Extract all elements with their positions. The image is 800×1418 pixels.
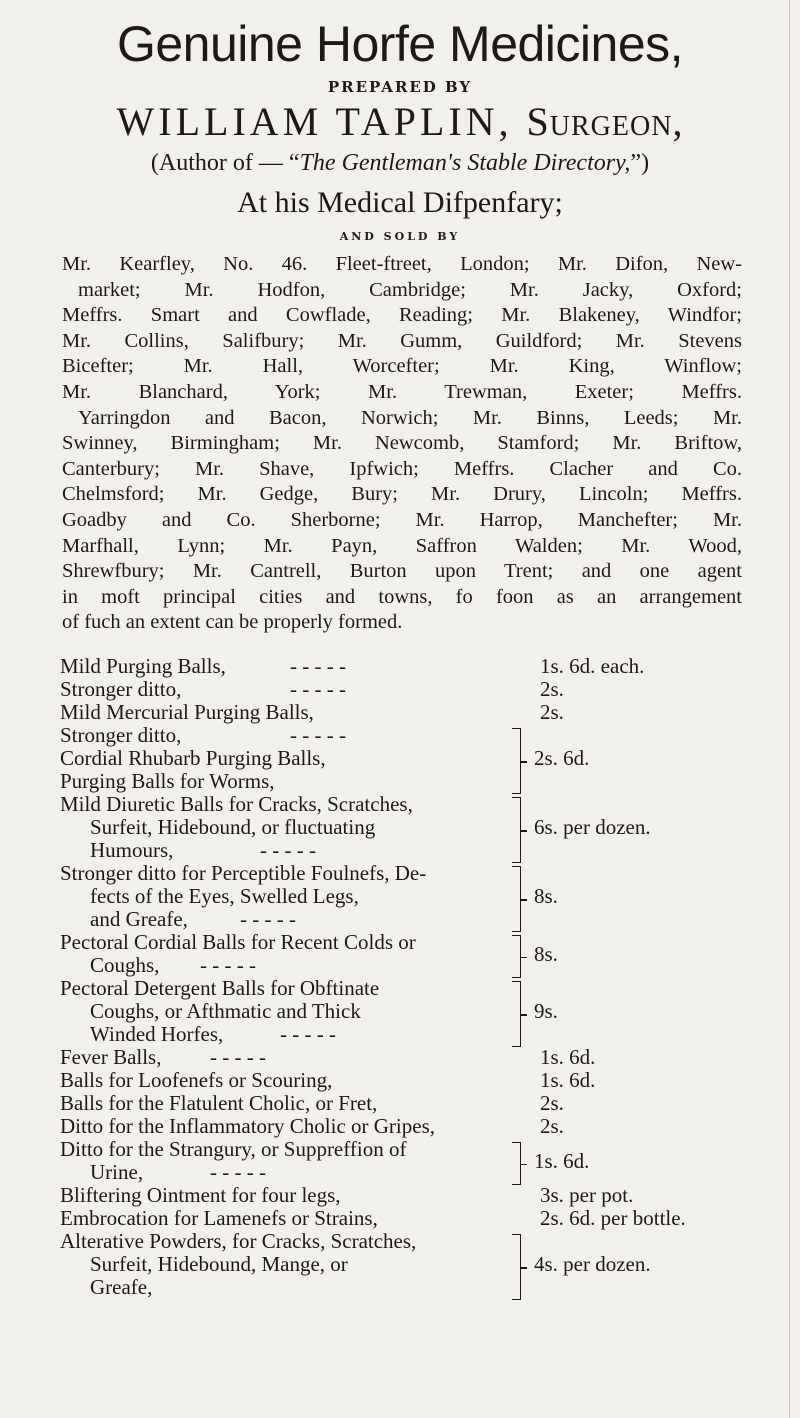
price-list-item: Alterative Powders, for Cracks, Scratches, — [60, 1229, 417, 1253]
author-note-book: The Gentleman's Stable Directory, — [299, 150, 631, 176]
price-list-item: Surfeit, Hidebound, or fluctuating — [90, 815, 376, 839]
price-value: 2s. — [540, 1114, 564, 1138]
price-value: 1s. 6d. each. — [540, 654, 645, 678]
grouping-brace — [512, 935, 521, 978]
price-value: 8s. — [534, 942, 558, 966]
author-name: WILLIAM TAPLIN, — [116, 99, 513, 144]
price-list-item: Mild Mercurial Purging Balls, — [60, 700, 314, 724]
price-value: 2s. 6d. — [534, 746, 590, 770]
price-list-item: Mild Purging Balls, - - - - - — [60, 654, 346, 678]
price-value: 2s. — [540, 1091, 564, 1115]
price-list-item: Bliftering Ointment for four legs, — [60, 1183, 341, 1207]
agents-line: Marfhall, Lynn; Mr. Payn, Saffron Walden; Mr. Wood, — [62, 534, 742, 557]
sold-by-label: AND SOLD BY — [339, 230, 461, 243]
grouping-brace — [512, 1142, 521, 1185]
agents-line: Mr. Collins, Salifbury; Mr. Gumm, Guildford; Mr. Stevens — [62, 329, 742, 352]
agents-line: Chelmsford; Mr. Gedge, Bury; Mr. Drury, Lincoln; Meffrs. — [62, 483, 742, 506]
price-value: 1s. 6d. — [534, 1149, 590, 1173]
price-value: 2s. — [540, 700, 564, 724]
price-list-item: Cordial Rhubarb Purging Balls, — [60, 746, 326, 770]
price-list-item: Ditto for the Inflammatory Cholic or Gripes, — [60, 1114, 435, 1138]
price-value: 1s. 6d. — [540, 1045, 596, 1069]
grouping-brace — [512, 1234, 521, 1300]
price-list-item: and Greafe, - - - - - — [90, 907, 296, 931]
price-value: 4s. per dozen. — [534, 1252, 651, 1276]
price-list-item: Pectoral Detergent Balls for Obftinate — [60, 976, 380, 1000]
author-note-suffix: ”) — [630, 150, 650, 176]
grouping-brace — [512, 866, 521, 932]
author-title: Surgeon, — [526, 99, 684, 144]
agents-line: Bicefter; Mr. Hall, Worcefter; Mr. King, Winflow; — [62, 355, 742, 378]
agents-line: Shrewfbury; Mr. Cantrell, Burton upon Trent; and one agent — [62, 560, 742, 583]
price-list-item: Stronger ditto, - - - - - — [60, 723, 346, 747]
page-title: Genuine Horfe Medicines, — [116, 16, 684, 72]
price-list-item: Fever Balls, - - - - - — [60, 1045, 266, 1069]
price-list-item: Stronger ditto, - - - - - — [60, 677, 346, 701]
agents-line: Mr. Blanchard, York; Mr. Trewman, Exeter; Meffrs. — [62, 380, 742, 403]
price-list-item: Pectoral Cordial Balls for Recent Colds or — [60, 930, 416, 954]
price-list-item: fects of the Eyes, Swelled Legs, — [90, 884, 359, 908]
price-list-item: Coughs, - - - - - — [90, 953, 256, 977]
price-list-item: Stronger ditto for Perceptible Foulnefs, De- — [60, 861, 427, 885]
price-list-item: Balls for Loofenefs or Scouring, — [60, 1068, 333, 1092]
price-list-item: Humours, - - - - - — [90, 838, 316, 862]
price-value: 6s. per dozen. — [534, 815, 651, 839]
price-list-item: Greafe, — [90, 1275, 153, 1299]
prepared-by-label: PREPARED BY — [327, 78, 473, 96]
agents-line: Meffrs. Smart and Cowflade, Reading; Mr. Blakeney, Windfor; — [62, 304, 742, 327]
price-value: 9s. — [534, 999, 558, 1023]
price-list-item: Balls for the Flatulent Cholic, or Fret, — [60, 1091, 378, 1115]
price-value: 1s. 6d. — [540, 1068, 596, 1092]
grouping-brace — [512, 981, 521, 1047]
agents-line: of fuch an extent can be properly formed. — [62, 611, 403, 634]
price-list-item: Purging Balls for Worms, — [60, 769, 275, 793]
agents-line: Swinney, Birmingham; Mr. Newcomb, Stamford; Mr. Briftow, — [62, 432, 742, 455]
price-value: 2s. — [540, 677, 564, 701]
price-value: 3s. per pot. — [540, 1183, 634, 1207]
agents-line: Goadby and Co. Sherborne; Mr. Harrop, Manchefter; Mr. — [62, 508, 742, 531]
agents-line: Canterbury; Mr. Shave, Ipfwich; Meffrs. Clacher and Co. — [62, 457, 742, 480]
price-value: 2s. 6d. per bottle. — [540, 1206, 686, 1230]
price-list-item: Surfeit, Hidebound, Mange, or — [90, 1252, 348, 1276]
author-note-prefix: (Author of — “ — [150, 150, 300, 176]
dispensary-line: At his Medical Difpenfary; — [237, 186, 563, 219]
agents-line: in moft principal cities and towns, fo foon as an arrangement — [62, 585, 742, 608]
price-list-item: Mild Diuretic Balls for Cracks, Scratches, — [60, 792, 413, 816]
price-list-item: Urine, - - - - - — [90, 1160, 266, 1184]
price-list-item: Coughs, or Afthmatic and Thick — [90, 999, 361, 1023]
agents-line: Yarringdon and Bacon, Norwich; Mr. Binns, Leeds; Mr. — [78, 406, 742, 429]
price-list-item: Ditto for the Strangury, or Suppreffion of — [60, 1137, 407, 1161]
grouping-brace — [512, 728, 521, 794]
price-list-item: Embrocation for Lamenefs or Strains, — [60, 1206, 378, 1230]
agents-line: Mr. Kearfley, No. 46. Fleet-ftreet, London; Mr. Difon, New- — [62, 253, 742, 275]
price-list-item: Winded Horfes, - - - - - — [90, 1022, 336, 1046]
agents-line: market; Mr. Hodfon, Cambridge; Mr. Jacky, Oxford; — [78, 278, 742, 301]
price-value: 8s. — [534, 884, 558, 908]
grouping-brace — [512, 797, 521, 863]
